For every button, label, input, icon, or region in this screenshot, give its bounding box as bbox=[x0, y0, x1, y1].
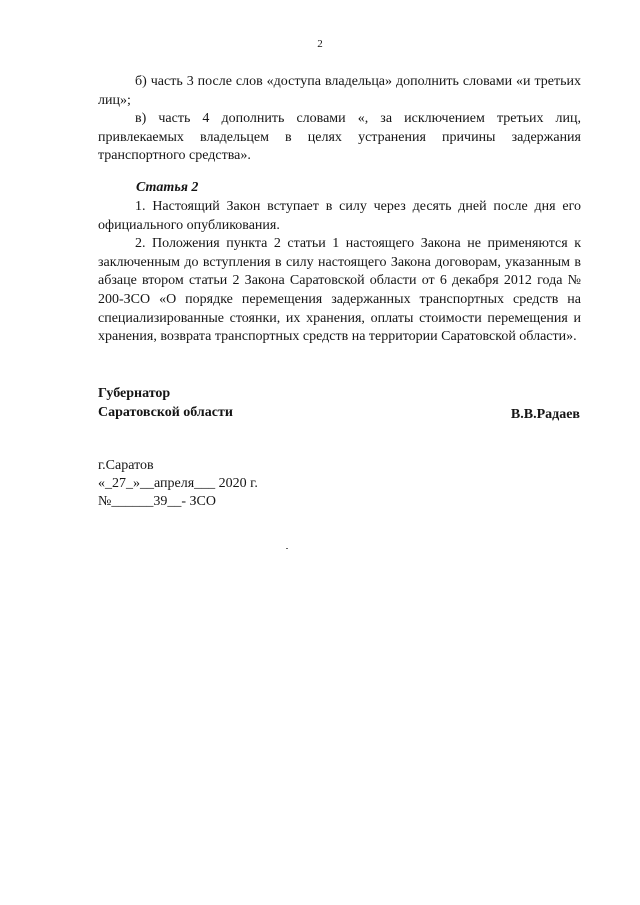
paragraph-b: б) часть 3 после слов «доступа владельца» дополнить словами «и третьих лиц»; bbox=[98, 74, 581, 108]
article-2-paragraphs bbox=[98, 198, 581, 347]
signatory-name: В.В.Радаев bbox=[510, 407, 580, 422]
date-line: «_27_»__апреля___ 2020 г. bbox=[98, 476, 258, 491]
article-2-paragraph-1: 1. Настоящий Закон вступает в силу через десять дней после дня его официального опубликования. bbox=[98, 199, 581, 233]
signatory-title-line1: Губернатор bbox=[98, 386, 171, 401]
city-line: г.Саратов bbox=[98, 458, 154, 473]
law-number-line: №______39__- ЗСО bbox=[98, 494, 216, 509]
paragraph-v: в) часть 4 дополнить словами «, за исключением третьих лиц, привлекаемых владельцем в целях устранения причины задержания транспортного средства». bbox=[98, 111, 581, 164]
scan-speck bbox=[286, 548, 288, 549]
amendment-paragraphs bbox=[98, 73, 581, 166]
article-2-paragraph-2: 2. Положения пункта 2 статьи 1 настоящего Закона не применяются к заключенным до вступления в силу настоящего Закона договорам, указанным в абзаце втором статьи 2 Закона Саратовской области от 6 декабря 2012 года № 200-ЗСО «О порядке перемещения задержанных транспортных средств на специализированные стоянки, их хранения, оплаты стоимости перемещения и хранения, возврата транспортных средств на территории Саратовской области». bbox=[98, 236, 581, 345]
page-number: 2 bbox=[317, 38, 323, 50]
signatory-title-line2: Саратовской области bbox=[98, 405, 233, 420]
article-2-heading: Статья 2 bbox=[136, 180, 199, 195]
